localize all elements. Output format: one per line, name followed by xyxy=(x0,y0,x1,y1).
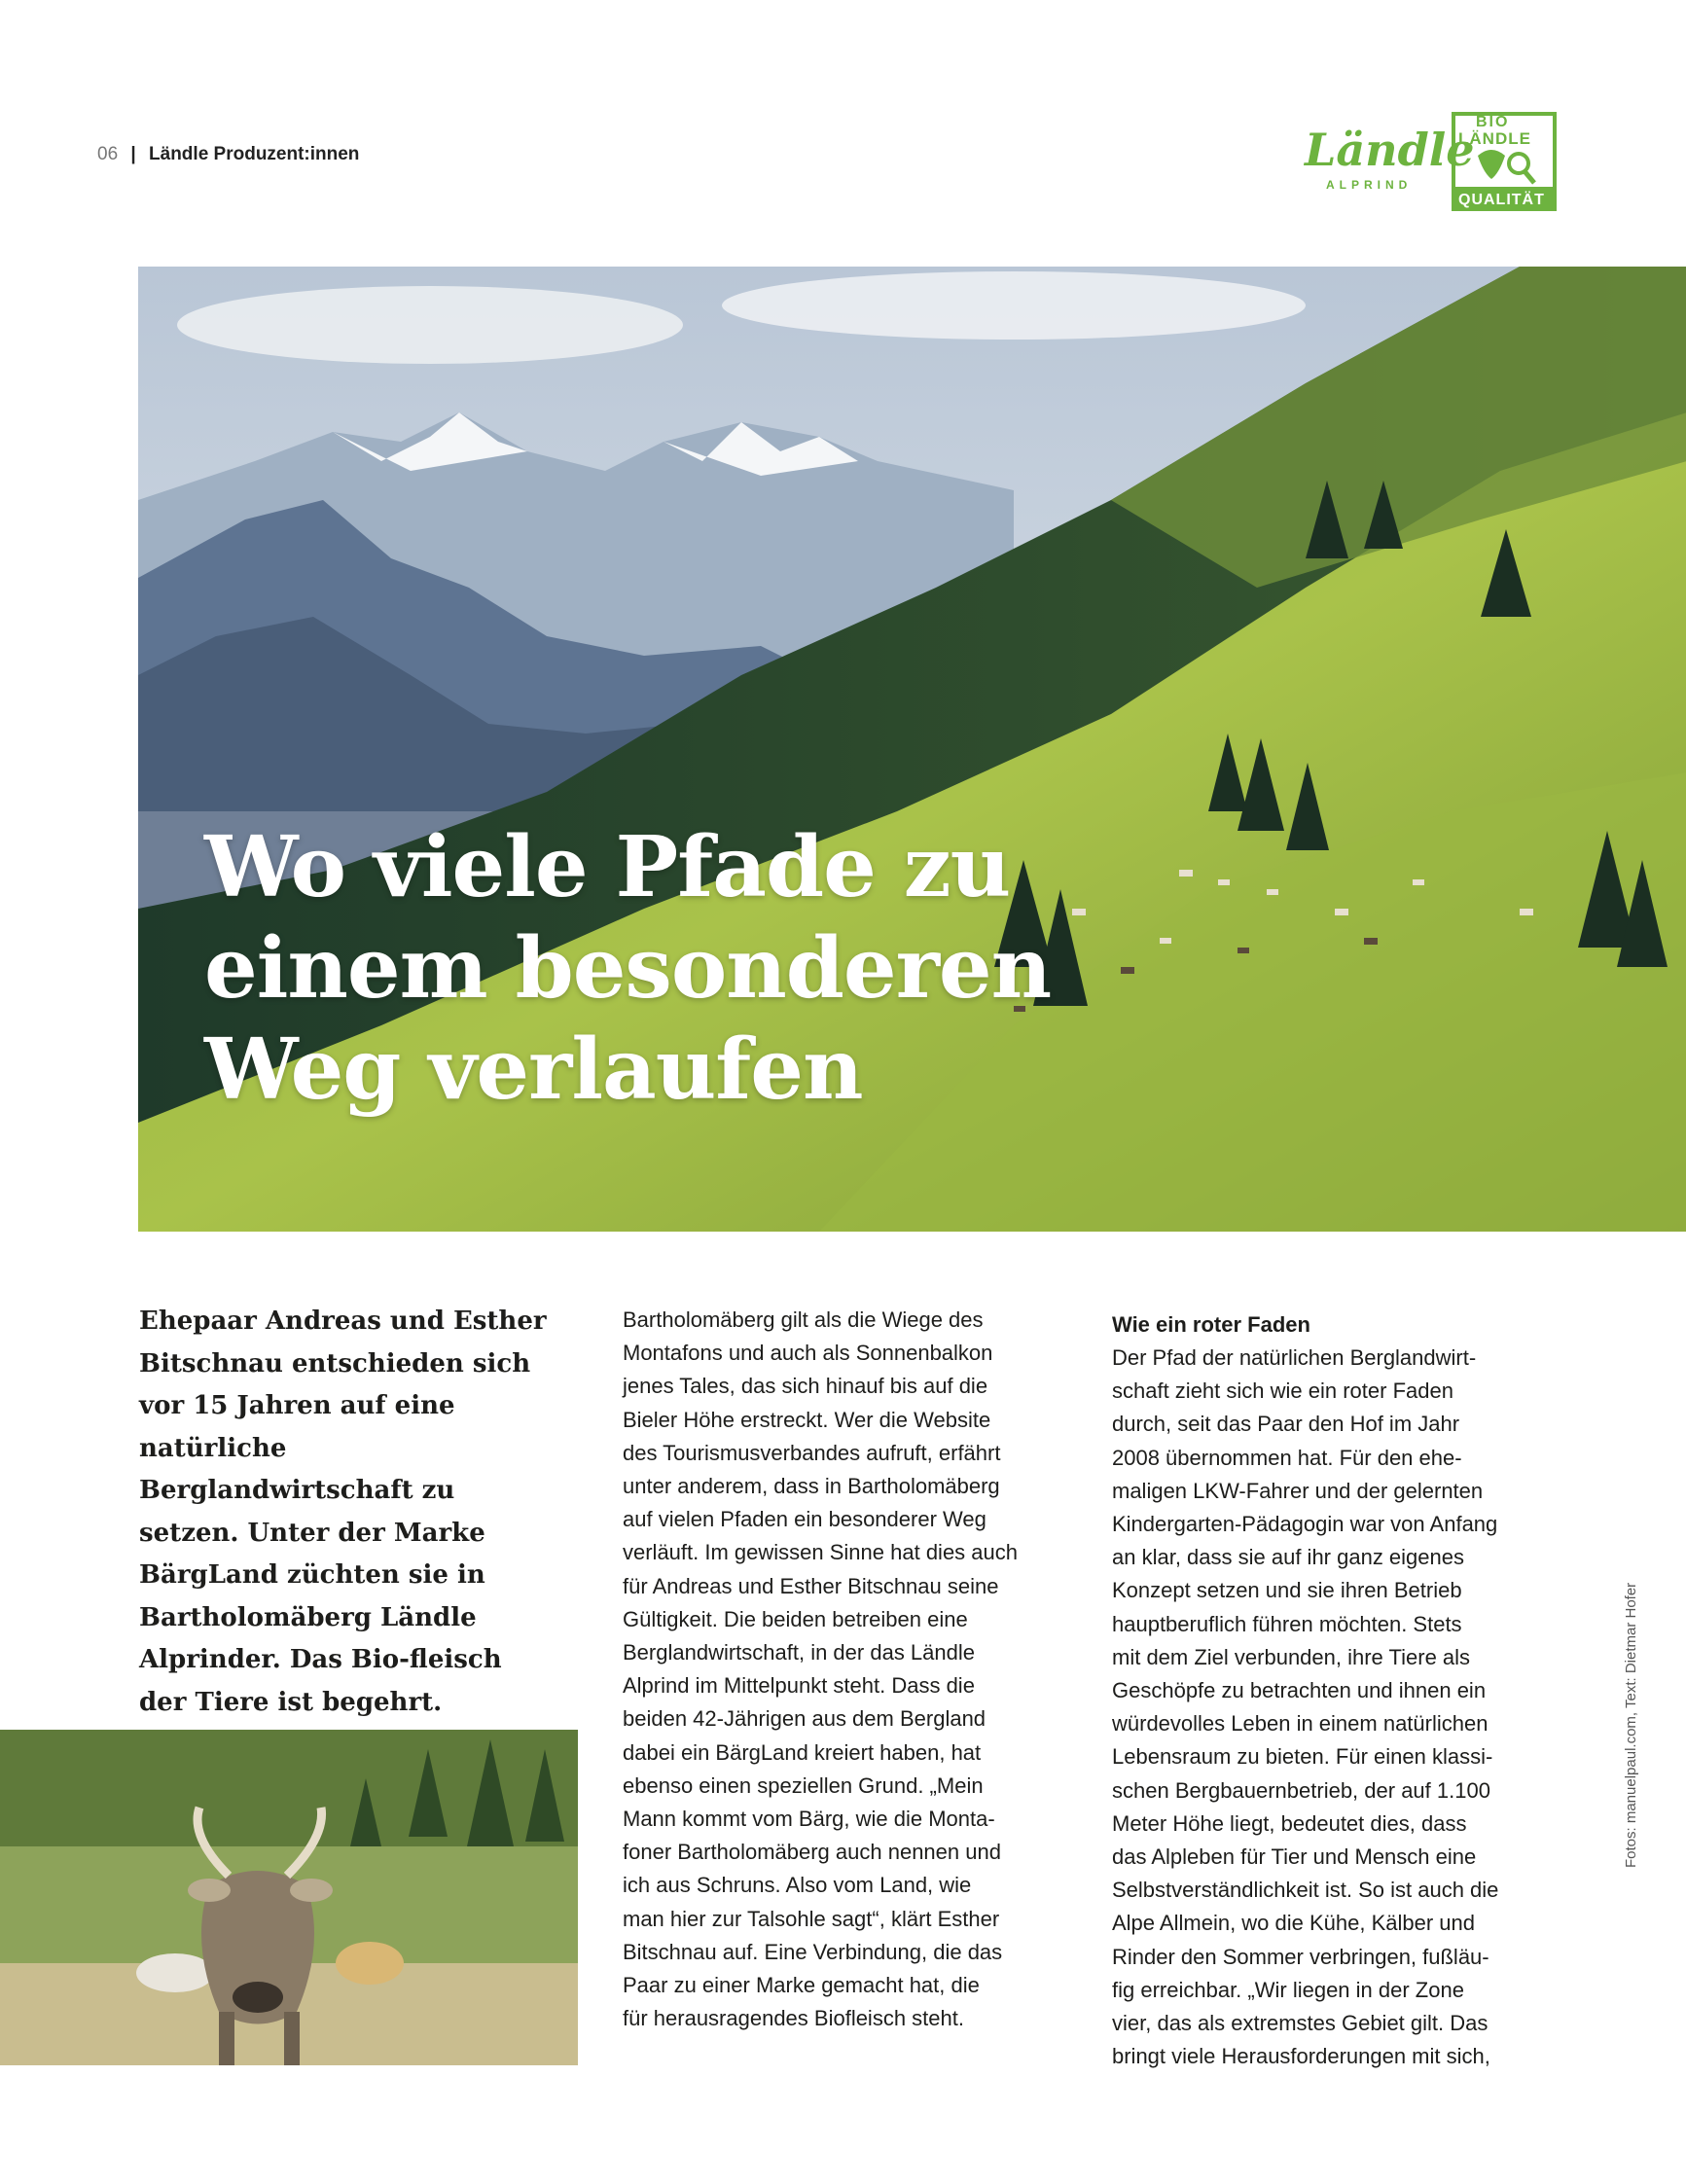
seal-qualitaet-text: QUALITÄT xyxy=(1458,192,1545,208)
header-separator: | xyxy=(130,144,136,164)
photo-credit: Fotos: manuelpaul.com, Text: Dietmar Hofer xyxy=(1623,1582,1639,1868)
logo-brand-sub: ALPRIND xyxy=(1326,178,1413,192)
running-header xyxy=(97,144,359,165)
title-line-1: Wo viele Pfade zu xyxy=(204,818,1011,916)
page-number: 06 xyxy=(97,144,119,164)
seal-leaf-icon xyxy=(1478,150,1505,179)
grey-cow-image xyxy=(0,1730,578,2065)
laendle-alprind-logo xyxy=(1303,124,1475,192)
body-column-3: Der Pfad der natürlichen Berglandwirt- schaft zieht sich wie ein roter Faden durch, seit das Paar den Hof im Jahr 2008 übernommen hat. Für den ehe- maligen LKW-Fahrer und der gelernten Kindergarten-Pädagogin war von Anfang an klar, dass sie auf ihr ganz eigenes Konzept setzen und sie ihren Betrieb hauptberuflich führen möchten. Stets mit dem Ziel verbunden, ihre Tiere als Geschöpfe zu betrachten und ihnen ein würdevolles Leben in einem natürlichen Lebensraum zu bieten. Für einen klassi- schen Bergbauernbetrieb, der auf 1.100 Meter Höhe liegt, bedeutet dies, dass das Alpleben für Tier und Mensch eine Selbstverständlichkeit ist. So ist auch die Alpe Allmein, wo die Kühe, Kälber und Rinder den Sommer verbringen, fußläu- fig erreichbar. „Wir liegen in der Zone vier, das als extremstes Gebiet gilt. Das bringt viele Herausforderungen mit sich, xyxy=(1112,1345,1499,2069)
title-line-2: einem besonderen xyxy=(204,919,1052,1018)
lead-paragraph: Ehepaar Andreas und Esther Bitschnau entschieden sich vor 15 Jahren auf eine natürliche Berglandwirtschaft zu setzen. Unter der Marke BärgLand züchten sie in Bartholomäberg Ländle Alprinder. Das Bio-fleisch der Tiere ist begehrt. xyxy=(139,1307,547,1717)
article-title xyxy=(204,817,1051,1121)
title-line-3: Weg verlaufen xyxy=(204,1020,863,1119)
body-column-2: Bartholomäberg gilt als die Wiege des Montafons und auch als Sonnenbalkon jenes Tales, das sich hinauf bis auf die Bieler Höhe erstreckt. Wer die Website des Tourismusverbandes aufruft, erfährt unter anderem, dass in Bartholomäberg auf vielen Pfaden ein besonderer Weg verläuft. Im gewissen Sinne hat dies auch für Andreas und Esther Bitschnau seine Gültigkeit. Die beiden betreiben eine Berglandwirtschaft, in der das Ländle Alprind im Mittelpunkt steht. Dass die beiden 42-Jährigen aus dem Bergland dabei ein BärgLand kreiert haben, hat ebenso einen speziellen Grund. „Mein Mann kommt vom Bärg, wie die Monta- foner Bartholomäberg auch nennen und ich aus Schruns. Also vom Land, wie man hier zur Talsohle sagt“, klärt Esther Bitschnau auf. Eine Verbindung, die das Paar zu einer Marke gemacht hat, die für herausragendes Biofleisch steht. xyxy=(623,1307,1019,2031)
seal-bio-text: BIO xyxy=(1476,114,1510,130)
brand-logos xyxy=(1303,109,1558,214)
seal-magnifier-icon xyxy=(1509,154,1528,173)
logo-brand-word: Ländle xyxy=(1305,124,1475,176)
seal-laendle-text: LÄNDLE xyxy=(1458,129,1531,148)
cow-photo xyxy=(0,1730,578,2065)
section-title: Ländle Produzent:innen xyxy=(149,144,360,164)
column-3-subheading: Wie ein roter Faden xyxy=(1112,1312,1310,1337)
